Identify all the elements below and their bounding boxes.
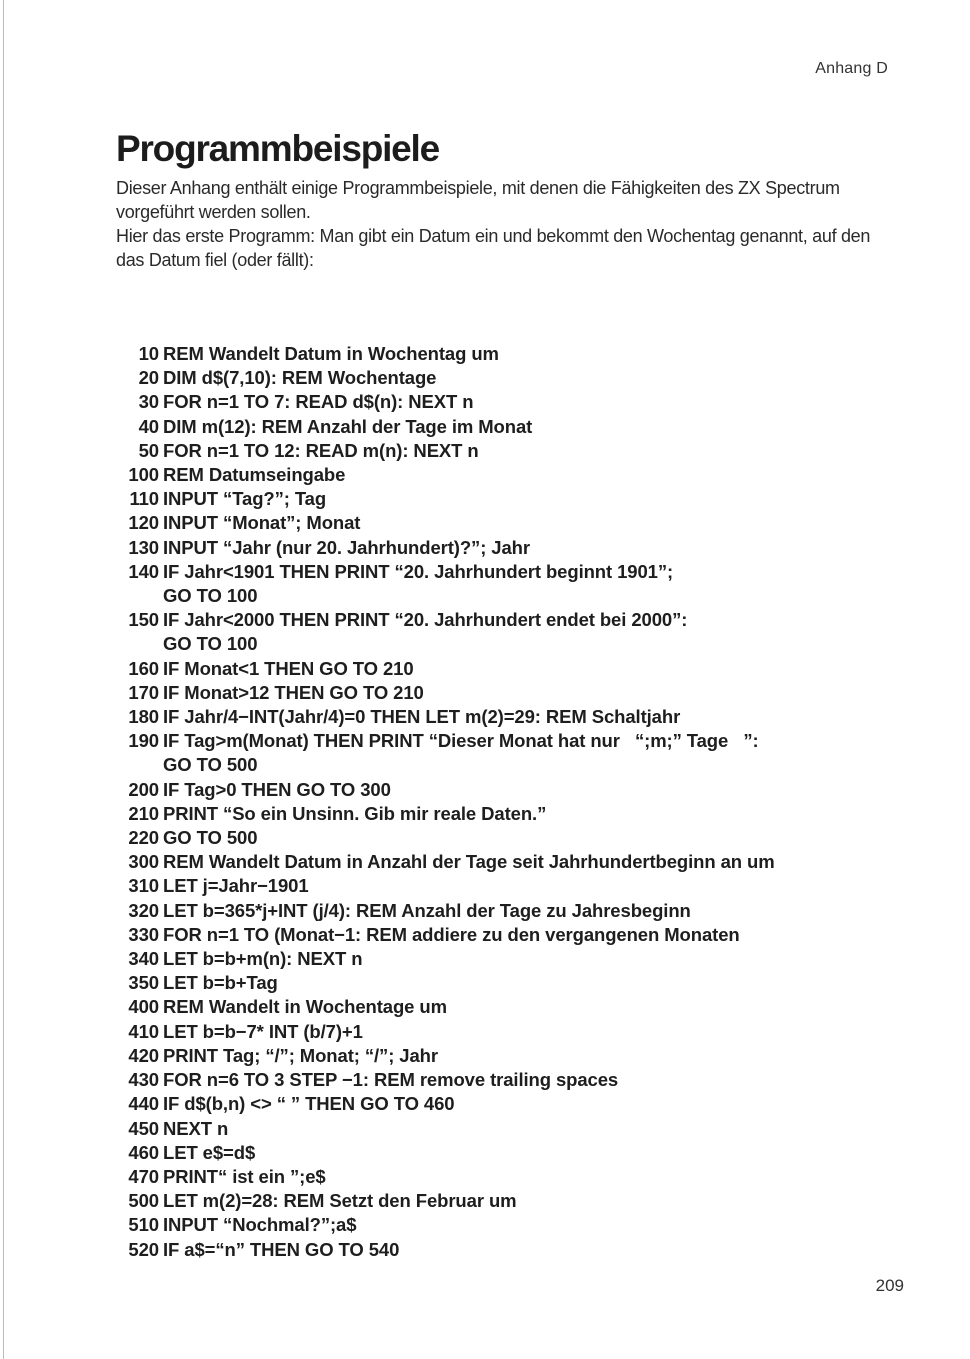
code-line [118,923,918,947]
code-statement: GO TO 500 [163,754,258,776]
code-line [118,1141,918,1165]
code-line [118,463,918,487]
code-statement: INPUT “Tag?”; Tag [163,488,327,510]
code-line [118,899,918,923]
code-line [118,705,918,729]
code-line [118,971,918,995]
line-number: 300 [128,851,159,873]
code-statement: PRINT“ ist ein ”;e$ [163,1165,326,1187]
line-number: 20 [138,367,159,389]
code-statement: IF Monat<1 THEN GO TO 210 [163,657,414,679]
line-number: 420 [128,1044,159,1066]
code-statement: LET e$=d$ [163,1141,256,1163]
code-statement: REM Wandelt Datum in Wochentag um [163,343,499,364]
code-line [118,947,918,971]
code-line [118,681,918,705]
code-statement: FOR n=1 TO (Monat−1: REM addiere zu den vergangenen Monaten [163,923,740,945]
code-line [118,415,918,439]
code-statement: LET b=b−7* INT (b/7)+1 [163,1020,363,1042]
code-statement: LET j=Jahr−1901 [163,875,309,897]
code-line [118,1092,918,1116]
code-statement: DIM d$(7,10): REM Wochentage [163,367,437,389]
line-number: 430 [128,1069,159,1091]
line-number: 140 [128,560,159,582]
code-line [118,536,918,560]
code-statement: LET m(2)=28: REM Setzt den Februar um [163,1190,517,1212]
line-number: 130 [128,536,159,558]
code-statement: IF Jahr<1901 THEN PRINT “20. Jahrhundert beginnt 1901”; [163,560,674,582]
code-statement: IF Tag>0 THEN GO TO 300 [163,778,391,800]
code-statement: NEXT n [163,1117,229,1139]
line-number: 470 [128,1165,159,1187]
code-statement: GO TO 100 [163,585,258,607]
code-line [118,1068,918,1092]
code-line [118,342,918,366]
line-number: 410 [128,1020,159,1042]
line-number: 500 [128,1190,159,1212]
code-statement: GO TO 100 [163,633,258,655]
line-number: 30 [138,391,159,413]
intro-paragraph-2: Hier das erste Programm: Man gibt ein Datum ein und bekommt den Wochentag genannt, auf den das Datum fiel (oder fällt): [116,226,871,270]
code-line [118,1117,918,1141]
line-number: 460 [128,1141,159,1163]
page-edge-line [3,0,4,1359]
code-statement: PRINT Tag; “/”; Monat; “/”; Jahr [163,1044,438,1066]
code-line [118,995,918,1019]
line-number: 120 [128,512,159,534]
code-statement: IF a$=“n” THEN GO TO 540 [163,1238,400,1260]
code-line [118,1238,918,1262]
line-number: 450 [128,1117,159,1139]
code-statement: FOR n=1 TO 7: READ d$(n): NEXT n [163,391,474,413]
code-line [118,1165,918,1189]
line-number: 10 [138,343,159,364]
code-statement: REM Wandelt Datum in Anzahl der Tage seit Jahrhundertbeginn an um [163,851,775,873]
page-number: 209 [875,1276,904,1295]
code-statement: REM Datumseingabe [163,464,346,486]
code-statement: INPUT “Nochmal?”;a$ [163,1214,357,1236]
line-number: 510 [128,1214,159,1236]
line-number: 180 [128,706,159,728]
code-line [118,511,918,535]
line-number: 170 [128,681,159,703]
line-number: 350 [128,972,159,994]
line-number: 160 [128,657,159,679]
intro-paragraph-1: Dieser Anhang enthält einige Programmbeispiele, mit denen die Fähigkeiten des ZX Spectrum vorgeführt werden sollen. [116,178,840,222]
code-line [118,608,918,632]
program-listing [118,342,918,1262]
code-statement: INPUT “Monat”; Monat [163,512,361,534]
code-line [118,366,918,390]
code-line [118,1213,918,1237]
code-line [118,439,918,463]
code-statement: FOR n=1 TO 12: READ m(n): NEXT n [163,439,479,461]
code-statement: IF Tag>m(Monat) THEN PRINT “Dieser Monat hat nur “;m;” Tage ”: [163,730,759,752]
code-statement: REM Wandelt in Wochentage um [163,996,447,1018]
code-line [118,632,918,656]
code-statement: FOR n=6 TO 3 STEP −1: REM remove trailing spaces [163,1069,619,1091]
code-line [118,874,918,898]
line-number: 520 [128,1238,159,1260]
line-number: 400 [128,996,159,1018]
code-line [118,826,918,850]
code-statement: LET b=b+Tag [163,972,278,994]
code-line [118,753,918,777]
code-statement: LET b=b+m(n): NEXT n [163,948,363,970]
code-statement: INPUT “Jahr (nur 20. Jahrhundert)?”; Jahr [163,536,530,558]
code-statement: IF Jahr/4−INT(Jahr/4)=0 THEN LET m(2)=29: REM Schaltjahr [163,706,681,728]
line-number: 440 [128,1093,159,1115]
line-number: 330 [128,923,159,945]
code-line [118,802,918,826]
line-number: 100 [128,464,159,486]
line-number: 310 [128,875,159,897]
line-number: 320 [128,899,159,921]
code-statement: DIM m(12): REM Anzahl der Tage im Monat [163,415,533,437]
intro-text [116,176,896,272]
code-line [118,1189,918,1213]
line-number: 110 [129,488,159,510]
code-statement: IF Monat>12 THEN GO TO 210 [163,681,424,703]
code-line [118,850,918,874]
code-line [118,584,918,608]
code-line [118,729,918,753]
code-line [118,390,918,414]
code-statement: IF Jahr<2000 THEN PRINT “20. Jahrhundert endet bei 2000”: [163,609,688,631]
code-statement: IF d$(b,n) <> “ ” THEN GO TO 460 [163,1093,455,1115]
page-title: Programmbeispiele [116,128,440,169]
code-line [118,657,918,681]
code-statement: GO TO 500 [163,827,258,849]
line-number: 40 [138,415,159,437]
code-line [118,487,918,511]
code-line [118,560,918,584]
line-number: 210 [128,802,159,824]
running-head: Anhang D [815,60,888,77]
line-number: 50 [138,439,159,461]
code-line [118,1044,918,1068]
line-number: 150 [128,609,159,631]
line-number: 340 [128,948,159,970]
line-number: 190 [128,730,159,752]
code-line [118,1020,918,1044]
line-number: 220 [128,827,159,849]
code-statement: PRINT “So ein Unsinn. Gib mir reale Daten.” [163,802,547,824]
code-statement: LET b=365*j+INT (j/4): REM Anzahl der Tage zu Jahresbeginn [163,899,691,921]
line-number: 200 [128,778,159,800]
code-line [118,778,918,802]
